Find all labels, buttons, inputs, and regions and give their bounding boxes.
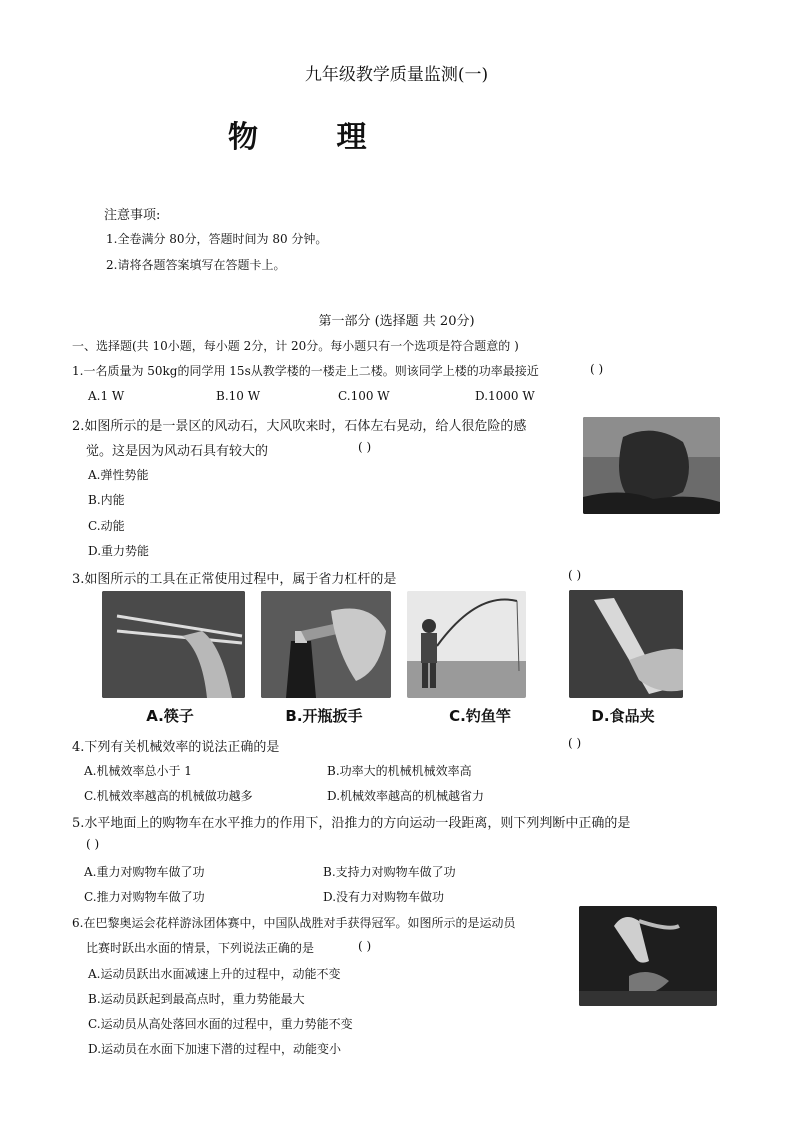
chopsticks-photo (102, 591, 245, 698)
q3-caption-b: B.开瓶扳手 (285, 707, 363, 725)
q1-stem: 1.一名质量为 50kg的同学用 15s从教学楼的一楼走上二楼。则该同学上楼的功率最接近 (72, 364, 539, 378)
q6-option-c: C.运动员从高处落回水面的过程中，重力势能不变 (88, 1017, 353, 1031)
q6-stem-line2: 比赛时跃出水面的情景，下列说法正确的是 (86, 941, 315, 955)
wind-rock-photo (583, 417, 720, 514)
q5-option-b: B.支持力对购物车做了功 (323, 865, 456, 879)
q3-stem: 3.如图所示的工具在正常使用过程中，属于省力杠杆的是 (72, 572, 397, 587)
q1-bracket: ( ) (590, 362, 604, 376)
swimmers-photo (579, 906, 717, 1006)
q1-option-d: D.1000 W (475, 389, 535, 403)
q2-stem-line1: 2.如图所示的是一景区的风动石，大风吹来时，石体左右晃动，给人很危险的感 (72, 419, 527, 434)
q4-bracket: ( ) (568, 736, 582, 750)
note-item: 2.请将各题答案填写在答题卡上。 (106, 258, 286, 272)
food-tongs-photo (569, 590, 683, 698)
q5-option-a: A.重力对购物车做了功 (84, 865, 205, 879)
q2-option-d: D.重力势能 (88, 544, 150, 558)
q5-option-c: C.推力对购物车做了功 (84, 890, 205, 904)
fishing-rod-photo (407, 591, 526, 698)
q4-option-b: B.功率大的机械机械效率高 (327, 764, 472, 778)
q1-option-a: A.1 W (88, 389, 125, 403)
exam-title: 九年级教学质量监测(一) (304, 65, 489, 85)
subject-title: 物 理 (228, 120, 401, 155)
q4-option-c: C.机械效率越高的机械做功越多 (84, 789, 253, 803)
q2-bracket: ( ) (358, 440, 372, 454)
q2-option-b: B.内能 (88, 493, 125, 507)
q6-option-b: B.运动员跃起到最高点时，重力势能最大 (88, 992, 305, 1006)
q4-stem: 4.下列有关机械效率的说法正确的是 (72, 740, 280, 755)
q3-caption-c: C.钓鱼竿 (449, 707, 511, 725)
q5-bracket: ( ) (86, 837, 100, 851)
q1-option-b: B.10 W (216, 389, 261, 403)
q6-bracket: ( ) (358, 939, 372, 953)
q2-stem-line2: 觉。这是因为风动石具有较大的 (86, 444, 269, 459)
q6-stem-line1: 6.在巴黎奥运会花样游泳团体赛中，中国队战胜对手获得冠军。如图所示的是运动员 (72, 916, 516, 930)
q6-option-d: D.运动员在水面下加速下潜的过程中，动能变小 (88, 1042, 342, 1056)
q6-option-a: A.运动员跃出水面减速上升的过程中，动能不变 (88, 967, 341, 981)
q5-stem: 5.水平地面上的购物车在水平推力的作用下，沿推力的方向运动一段距离，则下列判断中正确的是 (72, 816, 631, 831)
bottle-opener-photo (261, 591, 391, 698)
notes-heading: 注意事项: (104, 208, 161, 223)
q2-option-a: A.弹性势能 (88, 468, 149, 482)
q4-option-a: A.机械效率总小于 1 (84, 764, 192, 778)
q4-option-d: D.机械效率越高的机械越省力 (327, 789, 485, 803)
q3-caption-a: A.筷子 (146, 707, 194, 725)
q3-bracket: ( ) (568, 568, 582, 582)
q2-option-c: C.动能 (88, 519, 125, 533)
section-instruction: 一、选择题(共 10小题，每小题 2分，计 20分。每小题只有一个选项是符合题意的 ) (72, 339, 519, 353)
q5-option-d: D.没有力对购物车做功 (323, 890, 445, 904)
q1-option-c: C.100 W (338, 389, 390, 403)
section-title: 第一部分 (选择题 共 20分) (318, 314, 475, 329)
note-item: 1.全卷满分 80分，答题时间为 80 分钟。 (106, 232, 328, 246)
q3-caption-d: D.食品夹 (591, 707, 655, 725)
